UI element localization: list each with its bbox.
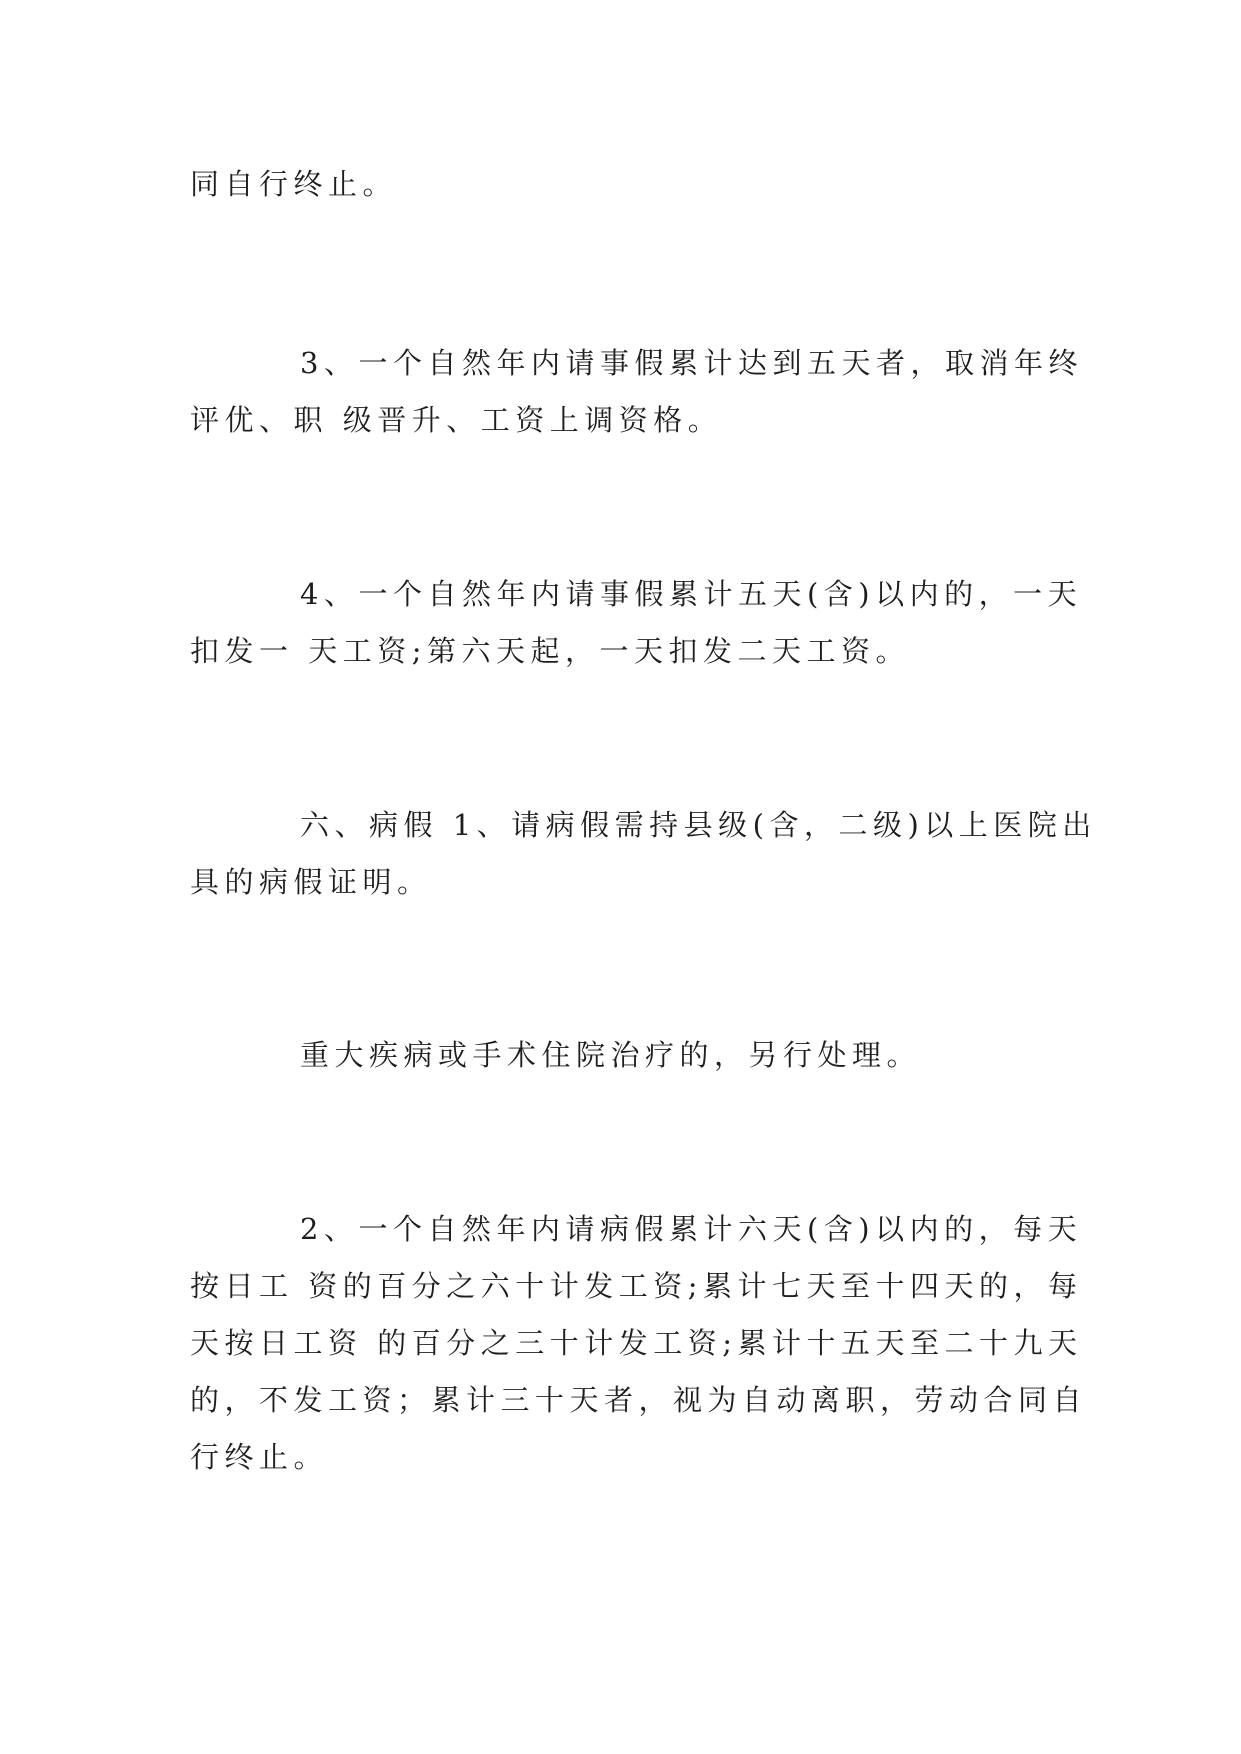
text-line: 按日工 资的百分之六十计发工资;累计七天至十四天的，每 bbox=[190, 1269, 1083, 1303]
text-line: 2、一个自然年内请病假累计六天(含)以内的，每天 bbox=[300, 1212, 1083, 1246]
text-line: 同自行终止。 bbox=[190, 167, 398, 201]
paragraph-major-illness bbox=[190, 1027, 1050, 1084]
text-line: 评优、职 级晋升、工资上调资格。 bbox=[190, 403, 723, 437]
text-line: 4、一个自然年内请事假累计五天(含)以内的，一天 bbox=[300, 577, 1083, 611]
paragraph-personal-leave-rule-4 bbox=[190, 566, 1083, 680]
text-line: 的，不发工资；累计三十天者，视为自动离职，劳动合同自 bbox=[190, 1383, 1088, 1417]
paragraph-sick-leave-rule-2 bbox=[190, 1201, 1088, 1486]
text-line: 六、病假 1、请病假需持县级(含，二级)以上医院出 bbox=[300, 808, 1097, 842]
paragraph-personal-leave-rule-3 bbox=[190, 335, 1083, 449]
text-line: 行终止。 bbox=[190, 1440, 329, 1474]
paragraph-continuation bbox=[190, 156, 1050, 213]
paragraph-sick-leave-rule-1 bbox=[190, 797, 1097, 911]
text-line: 天按日工资 的百分之三十计发工资;累计十五天至二十九天 bbox=[190, 1326, 1083, 1360]
text-line: 3、一个自然年内请事假累计达到五天者，取消年终 bbox=[300, 346, 1083, 380]
text-line: 具的病假证明。 bbox=[190, 865, 432, 899]
text-line: 重大疾病或手术住院治疗的，另行处理。 bbox=[300, 1038, 922, 1072]
text-line: 扣发一 天工资;第六天起，一天扣发二天工资。 bbox=[190, 634, 910, 668]
